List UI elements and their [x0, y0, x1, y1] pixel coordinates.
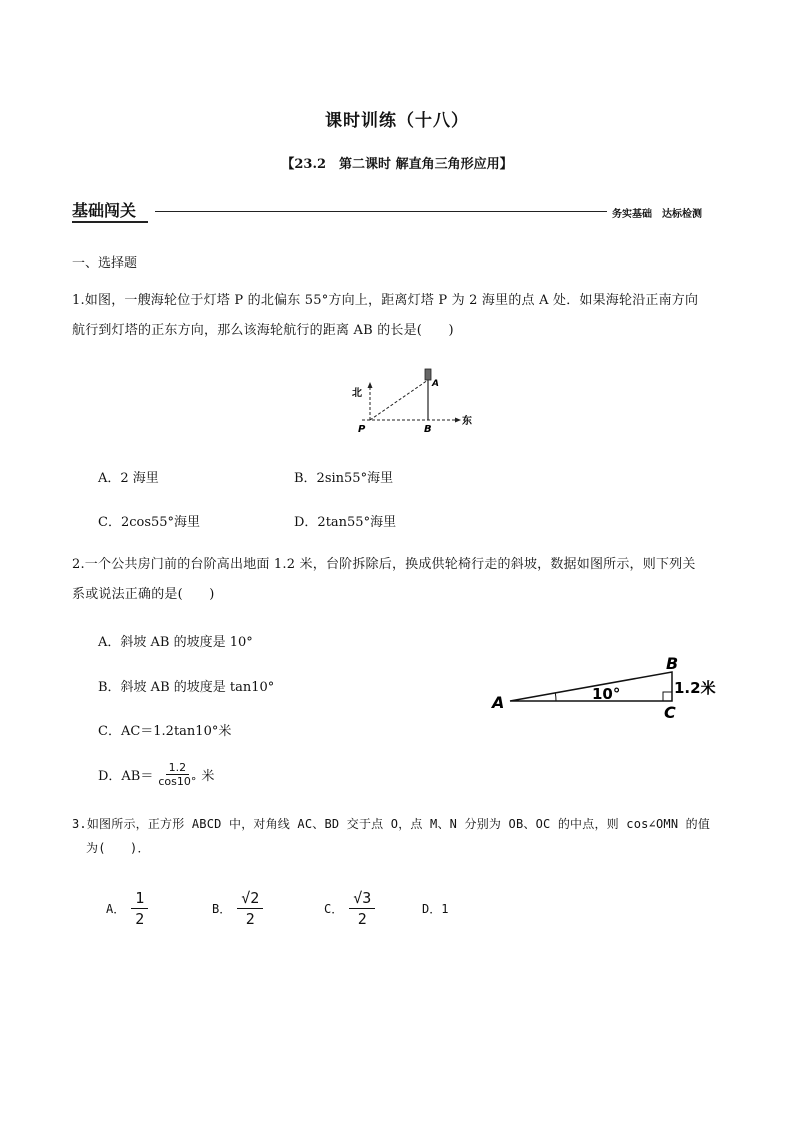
- q1-option-c[interactable]: C．2cos55°海里: [98, 515, 201, 530]
- q2-option-d-suffix: 米: [201, 769, 215, 784]
- angle-arc: [555, 693, 556, 701]
- label-height: 1.2米: [674, 679, 716, 697]
- q3-option-c-denominator: 2: [357, 910, 367, 928]
- q3-option-b-fraction: [237, 888, 263, 929]
- slope-triangle: [510, 672, 672, 701]
- question-2-figure: [488, 652, 728, 722]
- question-1-figure: [340, 364, 490, 436]
- q3-option-b-label: B．: [212, 902, 232, 916]
- q2-option-d-fraction: [155, 761, 199, 788]
- q3-option-c[interactable]: [324, 888, 375, 929]
- q2-option-d-denominator: cos10°: [158, 775, 197, 788]
- north-arrow-icon: [368, 382, 373, 388]
- q3-option-a-numerator: 1: [131, 888, 148, 909]
- q2-option-d-prefix: D．AB＝: [98, 769, 154, 784]
- label-a: A: [492, 693, 505, 712]
- label-b: B: [424, 424, 432, 435]
- label-east: 东: [462, 416, 472, 427]
- question-3-line-2: 为( )．: [86, 841, 150, 855]
- q3-option-a-label: A．: [106, 902, 126, 916]
- question-2-line-1: 2.一个公共房门前的台阶高出地面 1.2 米，台阶拆除后，换成供轮椅行走的斜坡，数据如图所示，则下列关: [72, 557, 696, 572]
- question-1: [72, 286, 727, 346]
- segment-pa: [370, 380, 428, 420]
- question-1-line-1: 1.如图，一艘海轮位于灯塔 P 的北偏东 55°方向上，距离灯塔 P 为 2 海里的点 A 处．如果海轮沿正南方向: [72, 293, 699, 308]
- label-b: B: [666, 654, 679, 673]
- ship-icon: [425, 369, 431, 380]
- label-north: 北: [352, 388, 362, 399]
- q1-option-d[interactable]: D．2tan55°海里: [294, 515, 397, 530]
- q2-option-d[interactable]: [98, 761, 214, 788]
- q1-option-b[interactable]: B．2sin55°海里: [294, 471, 394, 486]
- question-2: [72, 550, 727, 610]
- east-arrow-icon: [455, 418, 461, 423]
- label-a: A: [432, 379, 439, 389]
- q3-option-c-label: C．: [324, 902, 344, 916]
- section-name: 基础闯关: [72, 201, 137, 220]
- question-3-line-1: 3.如图所示，正方形 ABCD 中，对角线 AC、BD 交于点 O，点 M、N 分别为 OB、OC 的中点，则 cos∠OMN 的值: [72, 817, 711, 831]
- page-title: 课时训练（十八）: [325, 111, 469, 131]
- label-p: P: [358, 424, 366, 435]
- q3-option-b[interactable]: [212, 888, 263, 929]
- question-2-line-2: 系或说法正确的是( ): [72, 587, 215, 602]
- section-heading: 一、选择题: [72, 256, 138, 271]
- q3-option-a[interactable]: [106, 888, 148, 929]
- q3-option-b-numerator: √2: [237, 888, 263, 909]
- q2-option-a[interactable]: A．斜坡 AB 的坡度是 10°: [98, 635, 253, 650]
- page-subtitle: 【23.2 第二课时 解直角三角形应用】: [281, 157, 513, 172]
- q3-option-b-denominator: 2: [245, 910, 255, 928]
- label-angle: 10°: [592, 685, 621, 703]
- question-3: [72, 812, 727, 860]
- label-c: C: [664, 703, 676, 722]
- question-1-line-2: 航行到灯塔的正东方向，那么该海轮航行的距离 AB 的长是( ): [72, 323, 454, 338]
- q3-option-a-denominator: 2: [135, 910, 145, 928]
- q1-option-a[interactable]: A．2 海里: [98, 471, 159, 486]
- section-right-label: 务实基础 达标检测: [612, 209, 702, 220]
- section-divider: [155, 211, 607, 212]
- section-underline: [72, 221, 148, 223]
- q2-option-b[interactable]: B．斜坡 AB 的坡度是 tan10°: [98, 680, 275, 695]
- q3-option-a-fraction: [131, 888, 148, 929]
- right-angle-mark: [663, 692, 672, 701]
- q2-option-c[interactable]: C．AC＝1.2tan10°米: [98, 724, 232, 739]
- q3-option-c-fraction: [349, 888, 375, 929]
- q2-option-d-numerator: 1.2: [166, 761, 190, 775]
- q3-option-c-numerator: √3: [349, 888, 375, 909]
- q3-option-d[interactable]: D．1: [422, 902, 449, 916]
